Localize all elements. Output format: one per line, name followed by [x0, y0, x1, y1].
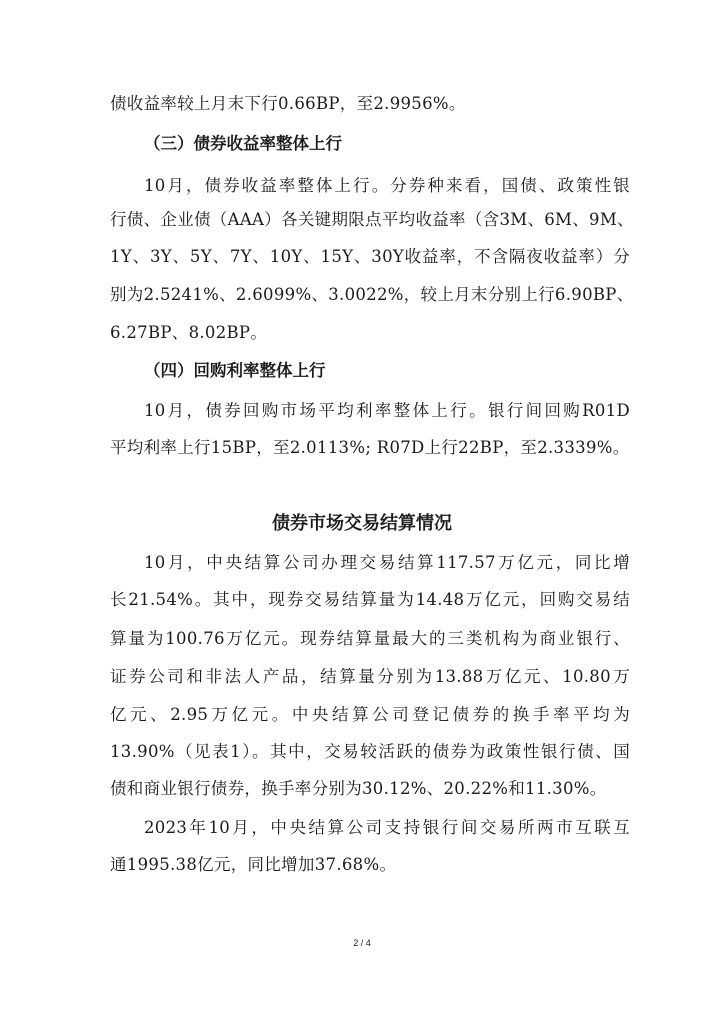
paragraph-line: 1Y、3Y、5Y、7Y、10Y、15Y、30Y收益率，不含隔夜收益率）分	[110, 247, 630, 266]
paragraph-line: 别为2.5241%、2.6099%、3.0022%，较上月末分别上行6.90BP、	[110, 285, 634, 304]
paragraph-line: 10月，债券回购市场平均利率整体上行。银行间回购R01D	[144, 401, 630, 420]
paragraph-line: 10月，债券收益率整体上行。分券种来看，国债、政策性银	[144, 176, 630, 195]
paragraph-line: 长21.54%。其中，现券交易结算量为14.48万亿元，回购交易结	[110, 590, 630, 609]
section-title-settlement: 债券市场交易结算情况	[272, 513, 452, 534]
paragraph-line: 13.90%（见表1）。其中，交易较活跃的债券为政策性银行债、国	[110, 742, 630, 761]
paragraph-line: 债和商业银行债券，换手率分别为30.12%、20.22%和11.30%。	[110, 779, 607, 798]
paragraph-line: 算量为100.76万亿元。现券结算量最大的三类机构为商业银行、	[110, 629, 630, 648]
paragraph-line: 2023年10月，中央结算公司支持银行间交易所两市互联互	[144, 818, 630, 837]
paragraph-line: 亿元、2.95万亿元。中央结算公司登记债券的换手率平均为	[110, 705, 630, 724]
paragraph-line: 债收益率较上月末下行0.66BP，至2.9956%。	[110, 94, 466, 113]
section-heading-repo: （四）回购利率整体上行	[144, 361, 326, 380]
section-heading-yield: （三）债券收益率整体上行	[144, 134, 342, 153]
page-number: 2 / 4	[353, 938, 371, 948]
paragraph-line: 证券公司和非法人产品，结算量分别为13.88万亿元、10.80万	[110, 667, 630, 686]
paragraph-line: 平均利率上行15BP，至2.0113%; R07D上行22BP，至2.3339%。	[110, 438, 630, 457]
paragraph-line: 10月，中央结算公司办理交易结算117.57万亿元，同比增	[144, 553, 630, 572]
paragraph-line: 通1995.38亿元，同比增加37.68%。	[110, 855, 397, 874]
paragraph-line: 行债、企业债（AAA）各关键期限点平均收益率（含3M、6M、9M、	[110, 210, 634, 229]
paragraph-line: 6.27BP、8.02BP。	[110, 323, 268, 342]
